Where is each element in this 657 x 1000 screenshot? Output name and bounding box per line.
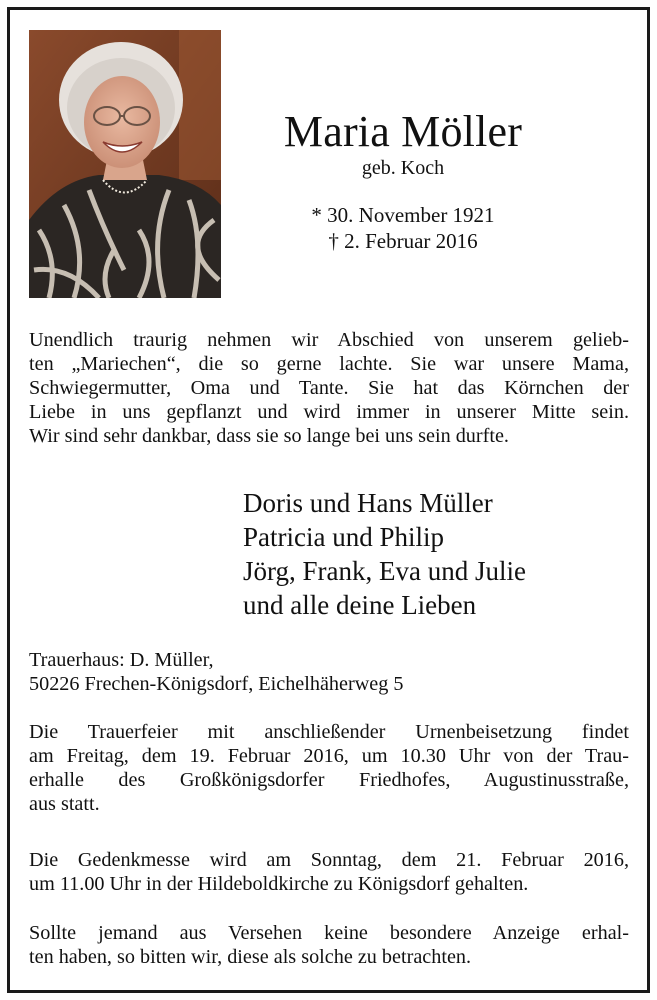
family-line: Jörg, Frank, Eva und Julie: [243, 556, 526, 586]
text-line: ten „Mariechen“, die so gerne lachte. Sie war unsere Mama,: [29, 353, 629, 375]
text-line: ten haben, so bitten wir, diese als solche zu betrachten.: [29, 946, 472, 968]
funeral-ceremony-text: [29, 720, 629, 816]
family-signatures: [243, 486, 526, 622]
maiden-name: geb. Koch: [361, 157, 445, 179]
text-line: um 11.00 Uhr in der Hildeboldkirche zu Königsdorf gehalten.: [29, 873, 529, 895]
death-date: † 2. Februar 2016: [328, 229, 478, 253]
farewell-text: [29, 328, 629, 448]
text-line: am Freitag, dem 19. Februar 2016, um 10.30 Uhr von der Trau-: [29, 745, 629, 767]
closing-note-text: [29, 921, 629, 969]
family-line: Patricia und Philip: [243, 522, 444, 552]
text-line: Sollte jemand aus Versehen keine besondere Anzeige erhal-: [29, 922, 629, 944]
deceased-name: Maria Möller: [283, 107, 523, 156]
text-line: Unendlich traurig nehmen wir Abschied von unserem gelieb-: [29, 329, 629, 351]
text-line: Schwiegermutter, Oma und Tante. Sie hat das Körnchen der: [29, 377, 629, 399]
text-line: Die Gedenkmesse wird am Sonntag, dem 21. Februar 2016,: [29, 849, 629, 871]
text-line: Die Trauerfeier mit anschließender Urnenbeisetzung findet: [29, 721, 629, 743]
text-line: erhalle des Großkönigsdorfer Friedhofes, Augustinusstraße,: [29, 769, 629, 791]
text-line: aus statt.: [29, 793, 100, 815]
family-line: und alle deine Lieben: [243, 590, 477, 620]
text-line: Wir sind sehr dankbar, dass sie so lange bei uns sein durfte.: [29, 425, 509, 447]
address-line: Trauerhaus: D. Müller,: [29, 649, 214, 671]
portrait-photo: [29, 30, 221, 298]
birth-date: * 30. November 1921: [311, 203, 495, 227]
text-line: Liebe in uns gepflanzt und wird immer in unserer Mitte sein.: [29, 401, 629, 423]
memorial-mass-text: [29, 848, 629, 896]
address-line: 50226 Frechen-Königsdorf, Eichelhäherweg 5: [29, 673, 404, 695]
mourning-house-address: [29, 648, 629, 696]
family-line: Doris und Hans Müller: [243, 488, 493, 518]
